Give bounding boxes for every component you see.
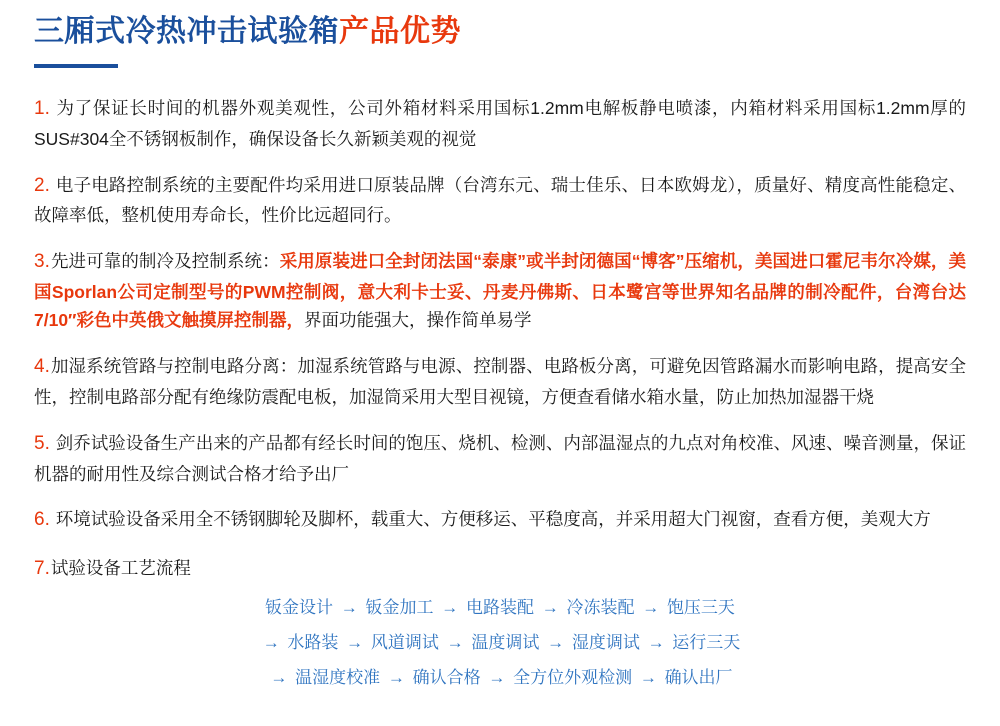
list-item-number: 2. [34, 174, 50, 196]
flow-node: 温湿度校准 [295, 668, 381, 688]
title-underline-rule [34, 64, 118, 68]
flow-row [34, 626, 966, 661]
arrow-icon: → [541, 598, 559, 618]
flow-node: 全方位外观检测 [513, 668, 633, 688]
list-item-number: 1. [34, 98, 50, 119]
list-item-text: 加湿系统管路与控制电路分离：加湿系统管路与电源、控制器、电路板分离，可避免因管路漏水而影响电路，提高安全性，控制电路部分配有绝缘防震配电板，加湿筒采用大型目视镜，方便查看储水箱水量，防止加热加湿器干烧 [34, 356, 966, 407]
list-item-text: 为了保证长时间的机器外观美观性，公司外箱材料采用国标1.2mm电解板静电喷漆，内箱材料采用国标1.2mm厚的SUS#304全不锈钢板制作，确保设备长久新颖美观的视觉 [34, 98, 966, 149]
flow-node: 湿度调试 [571, 633, 640, 653]
arrow-icon: → [642, 598, 660, 618]
list-item [34, 429, 966, 488]
list-item-number: 7. [34, 557, 50, 579]
flow-node: 钣金设计 [265, 598, 334, 618]
arrow-icon: → [441, 598, 459, 618]
list-item [34, 505, 966, 536]
list-item-text: 试验设备工艺流程 [50, 557, 191, 578]
list-item-highlight: 采用原装进口全封闭法国“泰康”或半封闭德国“博客”压缩机，美国进口霍尼韦尔冷媒，美国Sporlan公司定制型号的PWM控制阀，意大利卡士妥、丹麦丹佛斯、日本鹭宫等世界知名品牌的制冷配件，台湾台达7/10″彩色中英俄文触摸屏控制器， [34, 251, 967, 331]
arrow-icon: → [262, 633, 280, 653]
arrow-icon: → [488, 668, 506, 688]
title-blue-part: 三厢式冷热冲击试验箱 [34, 15, 339, 48]
list-item-text: 剑乔试验设备生产出来的产品都有经长时间的饱压、烧机、检测、内部温湿点的九点对角校准、风速、噪音测量，保证机器的耐用性及综合测试合格才给予出厂 [34, 432, 966, 484]
arrow-icon: → [340, 598, 358, 618]
flow-node: 确认合格 [412, 668, 481, 688]
flow-node: 水路装 [287, 633, 339, 653]
flow-node: 电路装配 [466, 598, 534, 618]
list-item-number: 3. [34, 251, 50, 273]
list-item [34, 554, 966, 585]
flow-node: 饱压三天 [666, 598, 735, 618]
process-flow-diagram [34, 591, 966, 696]
list-item-text: 环境试验设备采用全不锈钢脚轮及脚杯，载重大、方便移运、平稳度高，并采用超大门视窗，查看方便，美观大方 [50, 509, 931, 530]
page-title [34, 14, 966, 50]
flow-row [34, 661, 966, 696]
arrow-icon: → [639, 668, 657, 688]
arrow-icon: → [346, 633, 364, 653]
title-red-part: 产品优势 [339, 15, 461, 48]
list-item [34, 94, 966, 153]
list-item [34, 171, 966, 230]
list-item-text: 先进可靠的制冷及控制系统： [50, 251, 280, 272]
arrow-icon: → [387, 668, 405, 688]
list-item-number: 4. [34, 356, 50, 378]
flow-node: 钣金加工 [365, 598, 434, 618]
advantages-list [34, 94, 966, 584]
flow-node: 温度调试 [471, 633, 540, 653]
flow-row [34, 591, 966, 626]
list-item-number: 6. [34, 509, 50, 531]
list-item [34, 247, 966, 334]
list-item [34, 352, 966, 411]
arrow-icon: → [270, 668, 288, 688]
arrow-icon: → [446, 633, 464, 653]
arrow-icon: → [647, 633, 665, 653]
list-item-text: 电子电路控制系统的主要配件均采用进口原装品牌（台湾东元、瑞士佳乐、日本欧姆龙），质量好、精度高性能稳定、故障率低，整机使用寿命长，性价比远超同行。 [34, 174, 966, 226]
list-item-number: 5. [34, 432, 50, 454]
flow-node: 运行三天 [672, 633, 741, 653]
list-item-tail: 界面功能强大，操作简单易学 [303, 310, 532, 331]
arrow-icon: → [547, 633, 565, 653]
title-block [34, 0, 966, 68]
flow-node: 确认出厂 [664, 668, 733, 688]
flow-node: 冷冻装配 [566, 598, 635, 618]
flow-node: 风道调试 [370, 633, 439, 653]
